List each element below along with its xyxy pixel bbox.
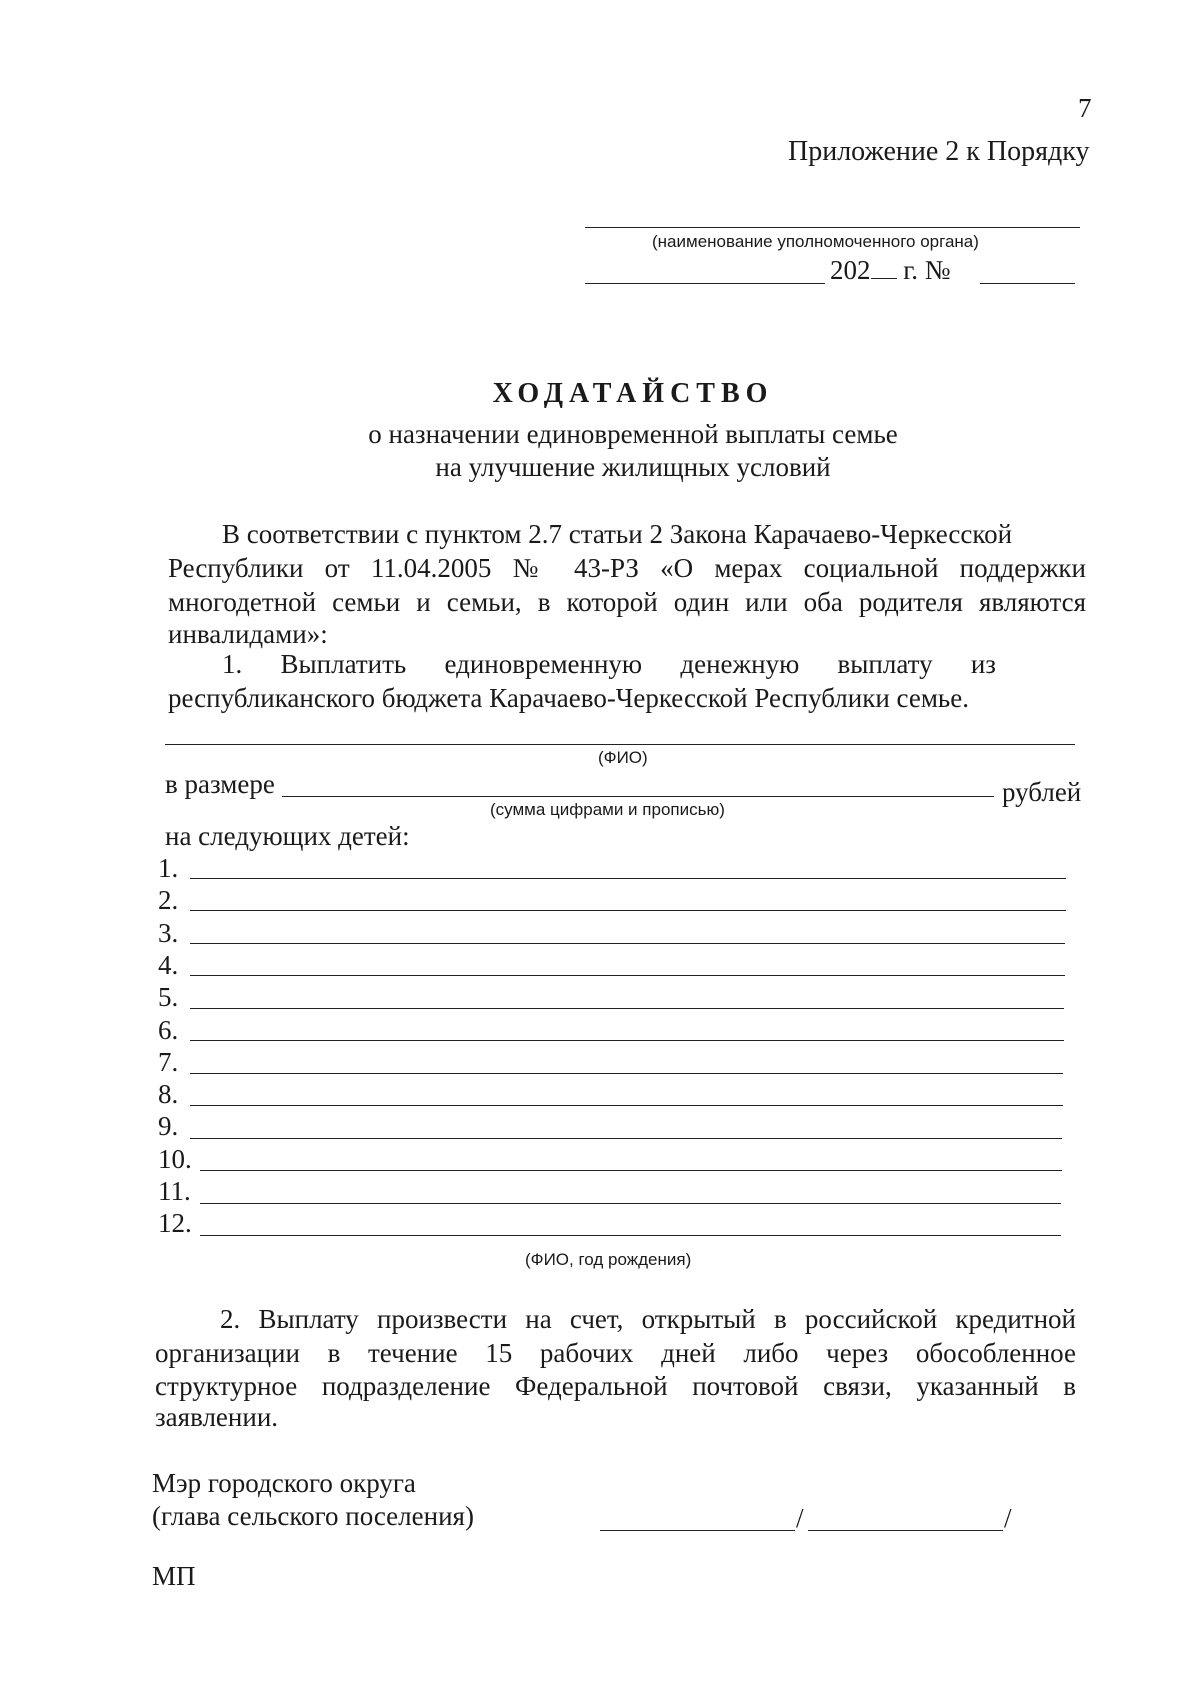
signer-role-line-1: Мэр городского округа xyxy=(152,1468,416,1498)
child-entry-line xyxy=(190,1105,1063,1106)
child-entry-line xyxy=(190,1138,1062,1139)
children-caption: (ФИО, год рождения) xyxy=(525,1250,692,1269)
child-number: 4. xyxy=(158,949,179,980)
item2-line-4: заявлении. xyxy=(155,1402,279,1432)
child-number: 5. xyxy=(158,982,179,1013)
intro-line-4: инвалидами»: xyxy=(168,619,328,649)
child-entry-line xyxy=(190,975,1065,976)
authority-caption: (наименование уполномоченного органа) xyxy=(652,232,979,251)
child-number: 12. xyxy=(158,1208,192,1239)
child-number: 9. xyxy=(158,1111,179,1142)
item2-line-3: структурное подразделение Федеральной почтовой связи, указанный в xyxy=(155,1371,1076,1401)
intro-line-1: В соответствии с пунктом 2.7 статьи 2 Закона Карачаево-Черкесской xyxy=(222,519,1013,549)
name-line xyxy=(808,1530,1003,1531)
child-entry-line xyxy=(190,878,1066,879)
children-label: на следующих детей: xyxy=(165,821,410,851)
child-entry-line xyxy=(190,1073,1063,1074)
child-number: 1. xyxy=(158,853,179,883)
child-entry-line xyxy=(190,1008,1064,1009)
document-heading: ХОДАТАЙСТВО xyxy=(492,378,774,409)
item2-line-1: 2. Выплату произвести на счет, открытый в российской кредитной xyxy=(220,1304,1076,1334)
year-prefix: 202 xyxy=(830,255,871,285)
year-blank xyxy=(871,256,897,279)
signature-slash-1: / xyxy=(796,1503,804,1533)
child-entry-line xyxy=(190,1040,1064,1041)
amount-prefix: в размере xyxy=(165,769,275,799)
stamp-label: МП xyxy=(152,1561,196,1591)
fio-line xyxy=(165,744,1075,745)
child-number: 11. xyxy=(158,1176,191,1206)
year-label xyxy=(830,254,951,286)
child-number: 3. xyxy=(158,917,179,948)
child-number: 6. xyxy=(158,1014,179,1045)
child-number: 8. xyxy=(158,1079,179,1110)
amount-caption: (сумма цифрами и прописью) xyxy=(490,800,725,819)
authority-line xyxy=(585,227,1080,228)
appendix-label: Приложение 2 к Порядку xyxy=(788,136,1090,167)
fio-caption: (ФИО) xyxy=(598,748,648,767)
signer-role-line-2: (глава сельского поселения) xyxy=(152,1501,474,1531)
signature-slash-2: / xyxy=(1004,1503,1012,1533)
date-line xyxy=(585,283,825,284)
child-entry-line xyxy=(200,1235,1061,1236)
item1-line-2: республиканского бюджета Карачаево-Черкесской Республики семье. xyxy=(168,683,969,713)
child-entry-line xyxy=(190,943,1065,944)
title-line-1: о назначении единовременной выплаты семье xyxy=(368,419,898,449)
amount-suffix: рублей xyxy=(1002,777,1082,807)
intro-line-2: Республики от 11.04.2005 № 43-РЗ «О мерах социальной поддержки xyxy=(168,553,1086,583)
number-line xyxy=(980,283,1075,284)
item1-line-1: 1. Выплатить единовременную денежную выплату из xyxy=(222,649,996,679)
page-number: 7 xyxy=(1078,93,1092,123)
child-number: 7. xyxy=(158,1046,179,1077)
child-entry-line xyxy=(200,1203,1061,1204)
child-number: 2. xyxy=(158,885,179,916)
item2-line-2: организации в течение 15 рабочих дней либо через обособленное xyxy=(155,1338,1076,1368)
signature-line xyxy=(600,1530,795,1531)
intro-line-3: многодетной семьи и семьи, в которой один или оба родителя являются xyxy=(168,587,1086,617)
year-suffix: г. № xyxy=(903,255,951,285)
amount-line xyxy=(282,796,994,797)
child-entry-line xyxy=(190,910,1066,911)
title-line-2: на улучшение жилищных условий xyxy=(435,452,831,482)
child-number: 10. xyxy=(158,1143,192,1174)
child-entry-line xyxy=(200,1170,1062,1171)
